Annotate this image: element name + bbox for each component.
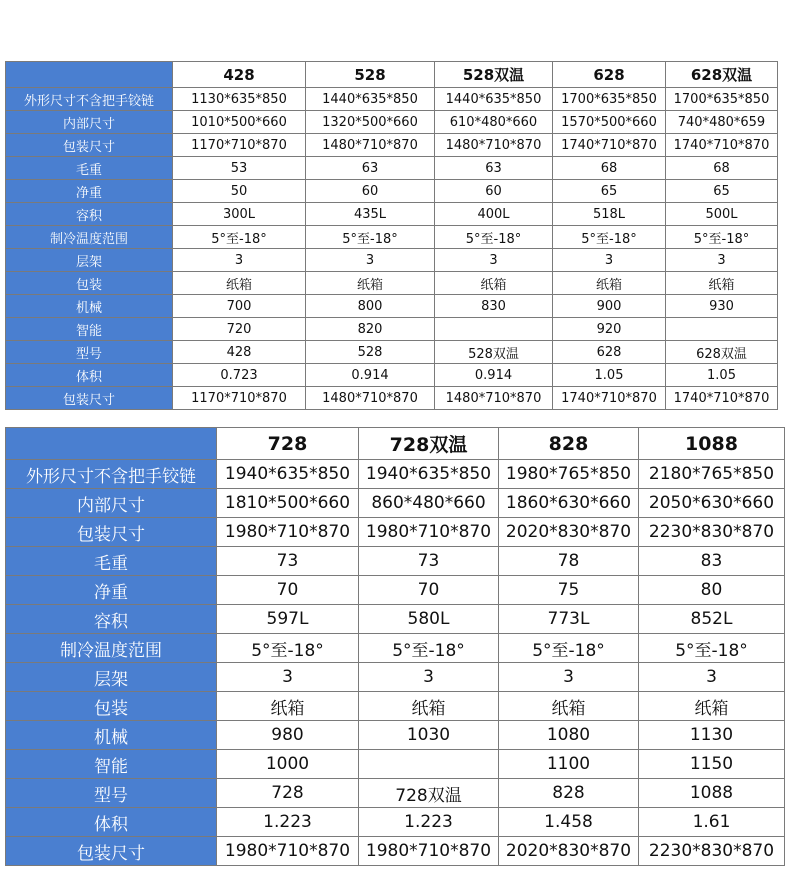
table-row — [6, 111, 778, 134]
table-cell: 纸箱 — [435, 272, 553, 295]
table-cell: 597L — [217, 605, 359, 634]
table-cell: 73 — [217, 547, 359, 576]
table-row — [6, 203, 778, 226]
table-cell: 68 — [553, 157, 666, 180]
row-label: 包装 — [6, 272, 173, 295]
table-row — [6, 341, 778, 364]
row-label: 内部尺寸 — [6, 489, 217, 518]
header-corner-cell — [6, 428, 217, 460]
table-cell — [435, 318, 553, 341]
model-column-header: 728双温 — [359, 428, 499, 460]
table-cell: 1980*710*870 — [359, 837, 499, 866]
table-cell: 1570*500*660 — [553, 111, 666, 134]
table-cell: 900 — [553, 295, 666, 318]
table-cell: 628 — [553, 341, 666, 364]
table-cell: 920 — [553, 318, 666, 341]
row-label: 容积 — [6, 203, 173, 226]
table-cell: 3 — [499, 663, 639, 692]
row-label: 容积 — [6, 605, 217, 634]
table-row — [6, 157, 778, 180]
table-cell: 830 — [435, 295, 553, 318]
table-cell: 纸箱 — [639, 692, 785, 721]
table-cell: 1.05 — [553, 364, 666, 387]
table-cell: 1860*630*660 — [499, 489, 639, 518]
table-cell: 580L — [359, 605, 499, 634]
row-label: 层架 — [6, 663, 217, 692]
table-row — [6, 750, 785, 779]
table-cell: 828 — [499, 779, 639, 808]
table-cell: 73 — [359, 547, 499, 576]
table-cell: 60 — [435, 180, 553, 203]
model-column-header: 628双温 — [666, 62, 778, 88]
table-cell: 1740*710*870 — [666, 134, 778, 157]
table-cell: 1480*710*870 — [435, 134, 553, 157]
table-cell: 68 — [666, 157, 778, 180]
table-cell: 2180*765*850 — [639, 460, 785, 489]
table-cell: 65 — [553, 180, 666, 203]
table-cell: 3 — [306, 249, 435, 272]
table-cell: 83 — [639, 547, 785, 576]
table-cell: 1080 — [499, 721, 639, 750]
table-row — [6, 364, 778, 387]
table-cell: 纸箱 — [306, 272, 435, 295]
row-label: 体积 — [6, 364, 173, 387]
row-label: 制冷温度范围 — [6, 226, 173, 249]
table-row — [6, 721, 785, 750]
table-cell: 3 — [359, 663, 499, 692]
table-row — [6, 387, 778, 410]
table-cell: 300L — [173, 203, 306, 226]
table-cell: 3 — [173, 249, 306, 272]
table-row — [6, 576, 785, 605]
table-cell: 1940*635*850 — [359, 460, 499, 489]
table-cell: 428 — [173, 341, 306, 364]
row-label: 包装尺寸 — [6, 518, 217, 547]
table-cell: 0.723 — [173, 364, 306, 387]
table-cell: 1100 — [499, 750, 639, 779]
table-cell: 1740*710*870 — [553, 387, 666, 410]
table-cell: 1440*635*850 — [306, 88, 435, 111]
table-cell: 1.458 — [499, 808, 639, 837]
table-cell: 1320*500*660 — [306, 111, 435, 134]
row-label: 包装 — [6, 692, 217, 721]
table-row — [6, 779, 785, 808]
table-cell: 5°至-18° — [217, 634, 359, 663]
table-cell: 5°至-18° — [499, 634, 639, 663]
row-label: 内部尺寸 — [6, 111, 173, 134]
row-label: 体积 — [6, 808, 217, 837]
table-row — [6, 272, 778, 295]
table-cell: 500L — [666, 203, 778, 226]
table-header-row — [6, 428, 785, 460]
table-cell: 3 — [435, 249, 553, 272]
table-cell: 1980*765*850 — [499, 460, 639, 489]
table-row — [6, 134, 778, 157]
table-cell: 628双温 — [666, 341, 778, 364]
table-cell: 3 — [666, 249, 778, 272]
table-cell: 1700*635*850 — [553, 88, 666, 111]
table-row — [6, 692, 785, 721]
table-row — [6, 180, 778, 203]
table-cell: 1.223 — [359, 808, 499, 837]
table-cell: 2020*830*870 — [499, 837, 639, 866]
table-row — [6, 663, 785, 692]
table-cell: 5°至-18° — [306, 226, 435, 249]
table-cell: 1130 — [639, 721, 785, 750]
table-cell: 3 — [217, 663, 359, 692]
table-row — [6, 808, 785, 837]
table-cell: 0.914 — [306, 364, 435, 387]
table-cell: 1170*710*870 — [173, 134, 306, 157]
table-cell: 5°至-18° — [639, 634, 785, 663]
table-cell: 2020*830*870 — [499, 518, 639, 547]
row-label: 智能 — [6, 318, 173, 341]
table-cell: 5°至-18° — [359, 634, 499, 663]
table-cell: 2050*630*660 — [639, 489, 785, 518]
row-label: 制冷温度范围 — [6, 634, 217, 663]
table-cell: 75 — [499, 576, 639, 605]
table-cell: 820 — [306, 318, 435, 341]
header-corner-cell — [6, 62, 173, 88]
row-label: 外形尺寸不含把手铰链 — [6, 460, 217, 489]
table-row — [6, 295, 778, 318]
table-row — [6, 547, 785, 576]
table-cell: 518L — [553, 203, 666, 226]
table-cell: 78 — [499, 547, 639, 576]
table-cell: 80 — [639, 576, 785, 605]
table-cell: 纸箱 — [499, 692, 639, 721]
row-label: 毛重 — [6, 157, 173, 180]
table-cell: 70 — [359, 576, 499, 605]
table-cell: 3 — [639, 663, 785, 692]
table-cell: 纸箱 — [359, 692, 499, 721]
model-column-header: 628 — [553, 62, 666, 88]
table-cell: 63 — [306, 157, 435, 180]
table-cell: 1.05 — [666, 364, 778, 387]
table-cell: 1010*500*660 — [173, 111, 306, 134]
table-cell: 1480*710*870 — [306, 387, 435, 410]
table-cell: 800 — [306, 295, 435, 318]
table-cell: 700 — [173, 295, 306, 318]
model-column-header: 528 — [306, 62, 435, 88]
table-cell: 1088 — [639, 779, 785, 808]
table-cell: 773L — [499, 605, 639, 634]
table-cell: 435L — [306, 203, 435, 226]
model-column-header: 1088 — [639, 428, 785, 460]
table-cell: 0.914 — [435, 364, 553, 387]
row-label: 型号 — [6, 779, 217, 808]
table-cell: 3 — [553, 249, 666, 272]
table-cell: 400L — [435, 203, 553, 226]
table-row — [6, 518, 785, 547]
table-row — [6, 605, 785, 634]
row-label: 机械 — [6, 721, 217, 750]
table-cell: 528双温 — [435, 341, 553, 364]
table-cell: 60 — [306, 180, 435, 203]
table-row — [6, 489, 785, 518]
row-label: 层架 — [6, 249, 173, 272]
row-label: 包装尺寸 — [6, 134, 173, 157]
spec-table-1 — [5, 61, 778, 410]
table-cell: 728双温 — [359, 779, 499, 808]
table-cell: 63 — [435, 157, 553, 180]
table-cell: 1480*710*870 — [435, 387, 553, 410]
model-column-header: 728 — [217, 428, 359, 460]
table-cell: 1.61 — [639, 808, 785, 837]
table-row — [6, 837, 785, 866]
table-cell: 1740*710*870 — [666, 387, 778, 410]
table-cell: 528 — [306, 341, 435, 364]
table-cell: 65 — [666, 180, 778, 203]
row-label: 净重 — [6, 576, 217, 605]
table-cell: 1440*635*850 — [435, 88, 553, 111]
table-cell: 930 — [666, 295, 778, 318]
table-row — [6, 460, 785, 489]
table-cell: 852L — [639, 605, 785, 634]
table-cell: 1980*710*870 — [217, 837, 359, 866]
row-label: 智能 — [6, 750, 217, 779]
table-cell: 5°至-18° — [666, 226, 778, 249]
table-cell: 50 — [173, 180, 306, 203]
table-cell: 53 — [173, 157, 306, 180]
table-cell: 1740*710*870 — [553, 134, 666, 157]
table-cell — [666, 318, 778, 341]
table-header-row — [6, 62, 778, 88]
table-cell: 728 — [217, 779, 359, 808]
table-cell: 1030 — [359, 721, 499, 750]
table-cell: 1980*710*870 — [359, 518, 499, 547]
table-cell: 720 — [173, 318, 306, 341]
table-row — [6, 318, 778, 341]
table-cell: 纸箱 — [553, 272, 666, 295]
model-column-header: 828 — [499, 428, 639, 460]
table-cell: 1170*710*870 — [173, 387, 306, 410]
row-label: 型号 — [6, 341, 173, 364]
table-cell: 1810*500*660 — [217, 489, 359, 518]
table-cell: 纸箱 — [173, 272, 306, 295]
table-cell: 5°至-18° — [173, 226, 306, 249]
table-cell: 1000 — [217, 750, 359, 779]
table-cell: 980 — [217, 721, 359, 750]
table-cell: 1150 — [639, 750, 785, 779]
table-cell: 70 — [217, 576, 359, 605]
row-label: 包装尺寸 — [6, 837, 217, 866]
row-label: 机械 — [6, 295, 173, 318]
table-cell: 860*480*660 — [359, 489, 499, 518]
table-cell: 5°至-18° — [553, 226, 666, 249]
table-cell: 纸箱 — [217, 692, 359, 721]
spec-table-2 — [5, 427, 785, 866]
table-row — [6, 88, 778, 111]
table-row — [6, 226, 778, 249]
table-row — [6, 634, 785, 663]
table-cell: 1480*710*870 — [306, 134, 435, 157]
table-cell: 2230*830*870 — [639, 518, 785, 547]
table-cell: 纸箱 — [666, 272, 778, 295]
table-cell: 5°至-18° — [435, 226, 553, 249]
table-cell: 1980*710*870 — [217, 518, 359, 547]
row-label: 包装尺寸 — [6, 387, 173, 410]
row-label: 净重 — [6, 180, 173, 203]
table-cell: 1700*635*850 — [666, 88, 778, 111]
table-cell: 2230*830*870 — [639, 837, 785, 866]
table-cell: 1940*635*850 — [217, 460, 359, 489]
table-cell: 610*480*660 — [435, 111, 553, 134]
row-label: 外形尺寸不含把手铰链 — [6, 88, 173, 111]
model-column-header: 428 — [173, 62, 306, 88]
table-cell: 740*480*659 — [666, 111, 778, 134]
table-row — [6, 249, 778, 272]
table-cell: 1.223 — [217, 808, 359, 837]
table-cell — [359, 750, 499, 779]
row-label: 毛重 — [6, 547, 217, 576]
table-cell: 1130*635*850 — [173, 88, 306, 111]
model-column-header: 528双温 — [435, 62, 553, 88]
